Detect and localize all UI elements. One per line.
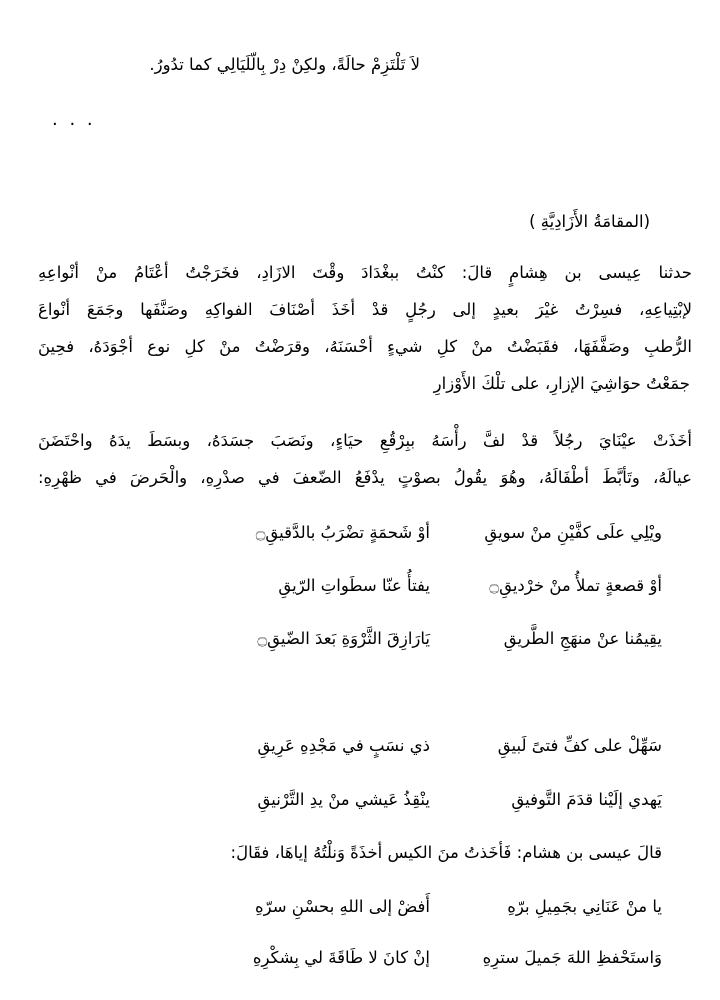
verse-c2-second: إنْ كانَ لا طَاقَةَ لي بِشكْرِهِ [252, 948, 430, 967]
verse-b2-second: ينْقِذُ عَيشي منْ يدِ التَّرْنيقِ [257, 790, 430, 809]
verse-a2-first: أوْ قصعةٍ تملأُ منْ خرْديقِ۝ [489, 576, 662, 595]
verse-b2-first: يَهدي إلَيْنا قدَمَ التَّوفيقِ [511, 790, 662, 809]
top-verse-line: لاَ تَلْتَزِمْ حالَةً، ولكِنْ دِرْ بِالّلَيَالِي كما تدُورُ. [149, 55, 420, 74]
paragraph-1-line-1: حدثنا عِيسى بن هِشامٍ قالَ: كنْتُ ببغْدَادَ وقْتَ الازَادِ، فخَرَجْتُ أعْتَامُ منْ أنْواعِهِ [38, 263, 692, 282]
verse-a3-first: يقِيمُنا عنْ منهَجِ الطَّريقِ [503, 629, 662, 648]
narration-line: قالَ عيسى بن هشام: فَأخَذتُ منَ الكيس أخذَةً وَنلْتُهُ إياهَا، فقَالَ: [230, 843, 662, 862]
paragraph-1-line-2: لإبْتِياعِهِ، فسِرْتُ غيْرَ بعيدٍ إلى رجُلٍ قدْ أخَذَ أصْنَافَ الفواكِهِ وصَنَّفَها وجَمَعَ أنْواعَ [38, 300, 692, 319]
paragraph-1-line-4: جمَعْتُ حوَاشِيَ الإزارِ، على تلْكَ الأَوْزارِ [433, 374, 690, 393]
page-title: (المقامَةُ الأَزَادِيَّةِ ) [529, 212, 650, 231]
verse-a1-second: أوْ شَحمَةٍ تضْرَبُ بالدَّقيقِ۝ [255, 523, 430, 542]
paragraph-2-line-2: عيالَهُ، وتَأبَّطَ أطْفَالَهُ، وهُوَ يقُولُ بصوْتٍ يدْفَعُ الضّعفَ في صدْرِهِ، والْحَرضَ في ظهْرِهِ: [38, 468, 692, 487]
verse-b1-second: ذي نسَبٍ في مَجْدِهِ عَرِيقِ [257, 736, 430, 755]
verse-c1-first: يا منْ عَنَانِي بجَمِيلِ برّهِ [507, 897, 662, 916]
verse-a2-second: يفتأُ عنّا سطَواتِ الرّيقِ [278, 576, 430, 595]
verse-c2-first: وَاستَحْفظِ اللهَ جَميلَ سترِهِ [482, 948, 662, 967]
verse-c1-second: أَفضْ إلى اللهِ بحسْنِ سرّهِ [254, 897, 430, 916]
verse-b1-first: سَهِّلْ على كفِّ فتىً لَبيقِ [497, 736, 662, 755]
paragraph-1-line-3: الرُّطبِ وصَفَّفَهَا، فقَبَضْتُ منْ كلِ شيءٍ أحْسَنَهُ، وقرَضْتُ منْ كلِ نوع أجْوَدَهُ، فحِينَ [38, 337, 692, 356]
ellipsis: . . . [52, 109, 96, 130]
paragraph-2-line-1: أخَذَتْ عيْنَايَ رجُلاً قدْ لفَّ رأْسَهُ ببِرْقُعِ حيَاءٍ، ونَصَبَ جسَدَهُ، وبسَطَ يدَهُ واحْتَضَنَ [38, 431, 692, 450]
verse-a3-second: يَارَازِقَ الثَّرْوَةِ بَعدَ الضّيقِ۝ [257, 629, 430, 648]
verse-a1-first: ويْلِي علَى كفَّيْنِ منْ سويقِ [484, 523, 662, 542]
